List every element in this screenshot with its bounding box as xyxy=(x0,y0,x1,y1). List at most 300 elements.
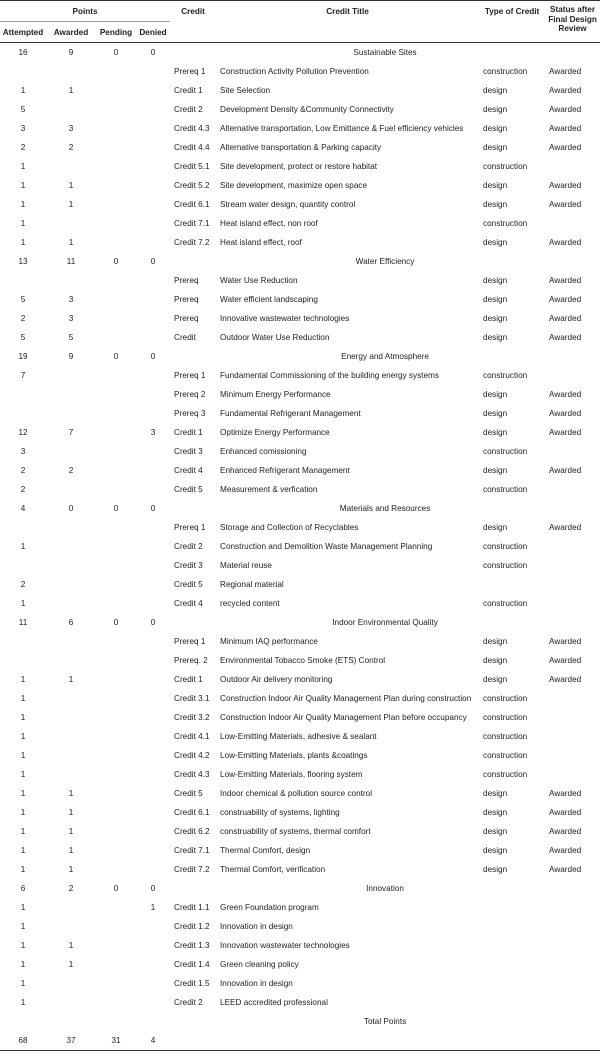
type-cell: design xyxy=(483,333,508,342)
credit-title-cell: Thermal Comfort, design xyxy=(220,846,311,855)
status-cell: Awarded xyxy=(549,865,582,874)
denied-cell xyxy=(136,765,170,784)
table-row xyxy=(0,727,600,746)
table-row xyxy=(0,746,600,765)
denied-cell: 1 xyxy=(150,903,156,912)
pending-cell xyxy=(96,62,136,81)
denied-cell xyxy=(136,81,170,100)
status-cell: Awarded xyxy=(549,675,582,684)
type-cell: design xyxy=(483,428,508,437)
credit-cell: Credit 3.1 xyxy=(174,694,210,703)
category-title: Energy and Atmosphere xyxy=(341,352,429,361)
pending-cell xyxy=(96,176,136,195)
attempted-cell: 19 xyxy=(18,352,28,361)
denied-cell xyxy=(136,955,170,974)
total-awarded-cell: 37 xyxy=(46,1031,96,1051)
awarded-cell: 6 xyxy=(68,618,74,627)
status-cell: Awarded xyxy=(549,276,582,285)
total-denied-cell: 4 xyxy=(136,1031,170,1051)
attempted-cell: 2 xyxy=(20,485,26,494)
category-title: Sustainable Sites xyxy=(353,48,417,57)
pending-cell xyxy=(96,290,136,309)
status-cell: Awarded xyxy=(549,124,582,133)
status-cell: Awarded xyxy=(549,637,582,646)
awarded-cell: 3 xyxy=(68,314,74,323)
credit-title-cell: Development Density &Community Connectivity xyxy=(220,105,394,114)
credit-cell: Prereq 1 xyxy=(174,523,206,532)
status-cell xyxy=(545,537,600,556)
pending-cell xyxy=(96,784,136,803)
category-row xyxy=(0,613,600,632)
table-row xyxy=(0,689,600,708)
table-row xyxy=(0,100,600,119)
denied-cell xyxy=(136,708,170,727)
type-cell: construction xyxy=(483,162,528,171)
credit-title-cell: Environmental Tobacco Smoke (ETS) Control xyxy=(220,656,386,665)
awarded-cell xyxy=(46,746,96,765)
awarded-cell xyxy=(46,575,96,594)
table-row xyxy=(0,651,600,670)
pending-cell xyxy=(96,157,136,176)
pending-cell xyxy=(96,822,136,841)
denied-cell xyxy=(136,328,170,347)
credit-cell: Credit xyxy=(174,333,196,342)
awarded-cell: 1 xyxy=(68,238,74,247)
table-row xyxy=(0,328,600,347)
credit-cell: Credit 1 xyxy=(174,428,203,437)
attempted-cell: 1 xyxy=(20,219,26,228)
type-cell: design xyxy=(483,675,508,684)
attempted-cell: 16 xyxy=(18,48,28,57)
pending-cell: 0 xyxy=(113,504,119,513)
table-row xyxy=(0,138,600,157)
table-row xyxy=(0,765,600,784)
pending-cell xyxy=(96,708,136,727)
credit-cell: Prereq xyxy=(174,276,199,285)
category-row xyxy=(0,879,600,898)
credit-title-cell: Stream water design, quantity control xyxy=(220,200,356,209)
status-cell: Awarded xyxy=(549,808,582,817)
pending-cell xyxy=(96,670,136,689)
pending-cell: 0 xyxy=(113,257,119,266)
type-cell: design xyxy=(483,200,508,209)
attempted-cell: 1 xyxy=(20,960,26,969)
table-row xyxy=(0,214,600,233)
type-cell: design xyxy=(483,238,508,247)
type-cell xyxy=(479,575,545,594)
status-cell: Awarded xyxy=(549,86,582,95)
table-row xyxy=(0,822,600,841)
empty-cell xyxy=(0,1012,170,1031)
pending-cell xyxy=(96,765,136,784)
type-cell: design xyxy=(483,143,508,152)
denied-cell xyxy=(136,480,170,499)
credit-cell: Credit 4.3 xyxy=(174,124,210,133)
type-cell: design xyxy=(483,390,508,399)
denied-cell xyxy=(136,157,170,176)
status-cell: Awarded xyxy=(549,67,582,76)
category-row xyxy=(0,499,600,518)
table-row xyxy=(0,385,600,404)
pending-cell xyxy=(96,594,136,613)
table-body xyxy=(0,43,600,1051)
credit-cell: Credit 3.2 xyxy=(174,713,210,722)
credit-cell: Credit 1.3 xyxy=(174,941,210,950)
credit-cell: Prereq xyxy=(174,314,199,323)
attempted-cell: 1 xyxy=(20,599,26,608)
attempted-cell: 1 xyxy=(20,675,26,684)
awarded-cell xyxy=(46,708,96,727)
table-row xyxy=(0,632,600,651)
credit-cell: Credit 1.4 xyxy=(174,960,210,969)
credit-title-cell: Alternative transportation, Low Emittance & Fuel efficiency vehicles xyxy=(220,124,464,133)
credit-title-cell: Green cleaning policy xyxy=(220,960,299,969)
credit-title-cell: Storage and Collection of Recyclables xyxy=(220,523,359,532)
category-row xyxy=(0,347,600,366)
pending-cell xyxy=(96,803,136,822)
credit-title-cell: Indoor chemical & pollution source control xyxy=(220,789,373,798)
awarded-cell xyxy=(46,442,96,461)
type-cell: design xyxy=(483,295,508,304)
type-cell: construction xyxy=(483,561,528,570)
pending-cell xyxy=(96,936,136,955)
attempted-cell: 1 xyxy=(20,827,26,836)
credit-title-cell: construability of systems, thermal comfort xyxy=(220,827,371,836)
credit-cell: Credit 1 xyxy=(174,675,203,684)
pending-cell xyxy=(96,746,136,765)
pending-cell xyxy=(96,81,136,100)
credit-cell: Credit 7.1 xyxy=(174,219,210,228)
credit-title-cell: Site development, protect or restore habitat xyxy=(220,162,378,171)
type-cell: construction xyxy=(483,542,528,551)
status-cell xyxy=(545,917,600,936)
type-cell: design xyxy=(483,523,508,532)
credit-title-cell: Regional material xyxy=(220,580,284,589)
attempted-cell: 1 xyxy=(20,998,26,1007)
pending-cell xyxy=(96,955,136,974)
attempted-cell: 13 xyxy=(18,257,28,266)
attempted-cell: 1 xyxy=(20,903,26,912)
denied-cell xyxy=(136,442,170,461)
pending-cell xyxy=(96,100,136,119)
denied-cell xyxy=(136,727,170,746)
denied-cell xyxy=(136,974,170,993)
awarded-cell xyxy=(46,594,96,613)
attempted-cell: 1 xyxy=(20,979,26,988)
table-row xyxy=(0,784,600,803)
denied-cell xyxy=(136,233,170,252)
denied-cell xyxy=(136,271,170,290)
status-cell: Awarded xyxy=(549,656,582,665)
credit-cell: Credit 4 xyxy=(174,599,203,608)
attempted-cell: 5 xyxy=(20,333,26,342)
status-cell xyxy=(545,157,600,176)
pending-cell: 0 xyxy=(113,352,119,361)
table-row xyxy=(0,936,600,955)
credit-cell: Prereq 3 xyxy=(174,409,206,418)
denied-header: Denied xyxy=(136,22,170,43)
credit-title-cell: Enhanced comissioning xyxy=(220,447,307,456)
attempted-cell: 1 xyxy=(20,865,26,874)
type-cell: construction xyxy=(483,219,528,228)
credit-cell: Credit 2 xyxy=(174,998,203,1007)
status-cell xyxy=(545,689,600,708)
status-cell xyxy=(545,480,600,499)
denied-cell: 0 xyxy=(150,257,156,266)
denied-cell xyxy=(136,632,170,651)
status-cell: Awarded xyxy=(549,333,582,342)
credit-cell: Prereq 1 xyxy=(174,67,206,76)
credit-cell: Credit 1.1 xyxy=(174,903,210,912)
awarded-cell xyxy=(46,651,96,670)
pending-cell xyxy=(96,993,136,1012)
awarded-cell: 1 xyxy=(68,808,74,817)
attempted-cell xyxy=(0,62,46,81)
credit-title-cell: LEED accredited professional xyxy=(220,998,328,1007)
denied-cell: 0 xyxy=(150,48,156,57)
attempted-cell: 3 xyxy=(20,124,26,133)
denied-cell: 3 xyxy=(150,428,156,437)
denied-cell xyxy=(136,537,170,556)
awarded-cell xyxy=(46,993,96,1012)
table-row xyxy=(0,62,600,81)
type-cell xyxy=(479,917,545,936)
credit-cell: Credit 4.4 xyxy=(174,143,210,152)
attempted-cell xyxy=(0,404,46,423)
type-cell: design xyxy=(483,276,508,285)
type-cell: construction xyxy=(483,694,528,703)
attempted-cell: 3 xyxy=(20,447,26,456)
type-cell: construction xyxy=(483,447,528,456)
attempted-cell: 1 xyxy=(20,200,26,209)
denied-cell xyxy=(136,214,170,233)
pending-cell: 0 xyxy=(113,618,119,627)
pending-cell xyxy=(96,898,136,917)
awarded-cell: 7 xyxy=(68,428,74,437)
pending-cell xyxy=(96,328,136,347)
credit-cell: Credit 5.1 xyxy=(174,162,210,171)
denied-cell xyxy=(136,860,170,879)
denied-cell xyxy=(136,176,170,195)
pending-cell xyxy=(96,404,136,423)
pending-cell xyxy=(96,917,136,936)
denied-cell xyxy=(136,651,170,670)
attempted-cell: 1 xyxy=(20,789,26,798)
credit-cell: Credit 7.2 xyxy=(174,238,210,247)
attempted-cell: 5 xyxy=(20,295,26,304)
awarded-cell: 1 xyxy=(68,181,74,190)
type-cell xyxy=(479,898,545,917)
denied-cell: 0 xyxy=(150,352,156,361)
table-row xyxy=(0,917,600,936)
awarded-cell xyxy=(46,214,96,233)
credit-cell: Credit 4.2 xyxy=(174,751,210,760)
credit-title-cell: Minimum Energy Performance xyxy=(220,390,331,399)
credit-cell: Credit 6.2 xyxy=(174,827,210,836)
denied-cell xyxy=(136,290,170,309)
attempted-cell: 1 xyxy=(20,542,26,551)
pending-cell: 0 xyxy=(113,884,119,893)
credit-cell: Prereq 2 xyxy=(174,390,206,399)
status-cell: Awarded xyxy=(549,846,582,855)
attempted-cell xyxy=(0,385,46,404)
awarded-cell xyxy=(46,537,96,556)
credit-title-cell: recycled content xyxy=(220,599,280,608)
credit-title-cell: Heat island effect, non roof xyxy=(220,219,318,228)
credit-title-cell: Low-Emitting Materials, adhesive & sealant xyxy=(220,732,377,741)
attempted-cell: 1 xyxy=(20,694,26,703)
credit-title-cell: Site Selection xyxy=(220,86,271,95)
credit-title-cell: Site development, maximize open space xyxy=(220,181,368,190)
total-attempted-cell: 68 xyxy=(0,1031,46,1051)
awarded-cell: 1 xyxy=(68,200,74,209)
awarded-cell: 1 xyxy=(68,960,74,969)
awarded-cell xyxy=(46,271,96,290)
status-cell: Awarded xyxy=(549,105,582,114)
credit-title-cell: Measurement & verfication xyxy=(220,485,318,494)
credit-cell: Credit 6.1 xyxy=(174,200,210,209)
denied-cell xyxy=(136,404,170,423)
table-row xyxy=(0,195,600,214)
type-cell: construction xyxy=(483,732,528,741)
table-row xyxy=(0,309,600,328)
awarded-cell xyxy=(46,632,96,651)
status-cell xyxy=(545,442,600,461)
status-cell xyxy=(545,708,600,727)
type-cell: design xyxy=(483,846,508,855)
category-row xyxy=(0,43,600,63)
credit-cell: Credit 1.5 xyxy=(174,979,210,988)
category-title: Innovation xyxy=(366,884,404,893)
status-cell xyxy=(545,575,600,594)
pending-cell xyxy=(96,271,136,290)
attempted-cell: 2 xyxy=(20,580,26,589)
credit-title-cell: Alternative transportation & Parking capacity xyxy=(220,143,382,152)
denied-cell xyxy=(136,784,170,803)
attempted-cell: 1 xyxy=(20,770,26,779)
credit-title-cell: Optimize Energy Performance xyxy=(220,428,330,437)
denied-cell xyxy=(136,993,170,1012)
pending-cell xyxy=(96,309,136,328)
credit-cell: Credit 5.2 xyxy=(174,181,210,190)
denied-cell xyxy=(136,746,170,765)
credit-title-cell: Innovative wastewater technologies xyxy=(220,314,350,323)
denied-cell xyxy=(136,138,170,157)
denied-cell: 0 xyxy=(150,884,156,893)
awarded-cell: 1 xyxy=(68,865,74,874)
status-cell xyxy=(545,898,600,917)
status-cell xyxy=(545,746,600,765)
points-group-header: Points xyxy=(0,1,170,22)
table-row xyxy=(0,898,600,917)
pending-header: Pending xyxy=(96,22,136,43)
credit-cell: Credit 4.1 xyxy=(174,732,210,741)
credit-cell: Credit 5 xyxy=(174,789,203,798)
table-row xyxy=(0,537,600,556)
credit-cell: Credit 2 xyxy=(174,105,203,114)
type-cell: design xyxy=(483,86,508,95)
status-cell: Awarded xyxy=(549,314,582,323)
status-cell: Awarded xyxy=(549,466,582,475)
table-row xyxy=(0,81,600,100)
credit-title-cell: Construction Activity Pollution Prevention xyxy=(220,67,369,76)
denied-cell: 0 xyxy=(150,504,156,513)
credit-cell: Prereq 1 xyxy=(174,371,206,380)
status-cell: Awarded xyxy=(549,428,582,437)
awarded-cell: 1 xyxy=(68,846,74,855)
credit-title-cell: Construction and Demolition Waste Management Planning xyxy=(220,542,433,551)
credit-title-cell: Enhanced Refrigerant Management xyxy=(220,466,350,475)
status-cell xyxy=(545,955,600,974)
denied-cell xyxy=(136,556,170,575)
credit-header: Credit xyxy=(170,1,216,43)
pending-cell xyxy=(96,233,136,252)
denied-cell xyxy=(136,936,170,955)
type-cell xyxy=(479,974,545,993)
attempted-cell: 1 xyxy=(20,808,26,817)
awarded-cell xyxy=(46,480,96,499)
attempted-cell: 1 xyxy=(20,922,26,931)
credit-title-cell: Material reuse xyxy=(220,561,272,570)
credit-title-cell: Construction Indoor Air Quality Management Plan during construction xyxy=(220,694,472,703)
type-cell xyxy=(479,993,545,1012)
category-title: Indoor Environmental Quality xyxy=(332,618,438,627)
attempted-cell: 6 xyxy=(20,884,26,893)
status-cell: Awarded xyxy=(549,200,582,209)
awarded-cell xyxy=(46,727,96,746)
credit-title-header: Credit Title xyxy=(216,1,479,43)
category-title: Materials and Resources xyxy=(339,504,431,513)
credit-cell: Prereq. 2 xyxy=(174,656,208,665)
table-row xyxy=(0,594,600,613)
attempted-cell: 1 xyxy=(20,86,26,95)
status-cell xyxy=(545,765,600,784)
credit-cell: Credit 4.3 xyxy=(174,770,210,779)
awarded-cell: 1 xyxy=(68,941,74,950)
status-cell: Awarded xyxy=(549,238,582,247)
pending-cell xyxy=(96,195,136,214)
attempted-cell: 1 xyxy=(20,732,26,741)
pending-cell xyxy=(96,537,136,556)
credit-title-cell: Construction Indoor Air Quality Management Plan before occupancy xyxy=(220,713,467,722)
denied-cell xyxy=(136,594,170,613)
awarded-cell xyxy=(46,765,96,784)
pending-cell xyxy=(96,727,136,746)
table-row xyxy=(0,670,600,689)
status-cell: Awarded xyxy=(549,409,582,418)
denied-cell xyxy=(136,385,170,404)
attempted-cell: 1 xyxy=(20,713,26,722)
type-cell: construction xyxy=(483,599,528,608)
pending-cell xyxy=(96,689,136,708)
awarded-cell xyxy=(46,62,96,81)
status-cell xyxy=(545,366,600,385)
attempted-cell: 12 xyxy=(18,428,28,437)
status-cell: Awarded xyxy=(549,181,582,190)
attempted-cell: 1 xyxy=(20,751,26,760)
awarded-cell: 1 xyxy=(68,789,74,798)
attempted-cell xyxy=(0,556,46,575)
table-row xyxy=(0,404,600,423)
type-cell: design xyxy=(483,409,508,418)
type-cell: design xyxy=(483,808,508,817)
denied-cell xyxy=(136,62,170,81)
type-cell: design xyxy=(483,827,508,836)
table-row xyxy=(0,974,600,993)
awarded-cell xyxy=(46,556,96,575)
awarded-cell xyxy=(46,898,96,917)
awarded-cell xyxy=(46,385,96,404)
